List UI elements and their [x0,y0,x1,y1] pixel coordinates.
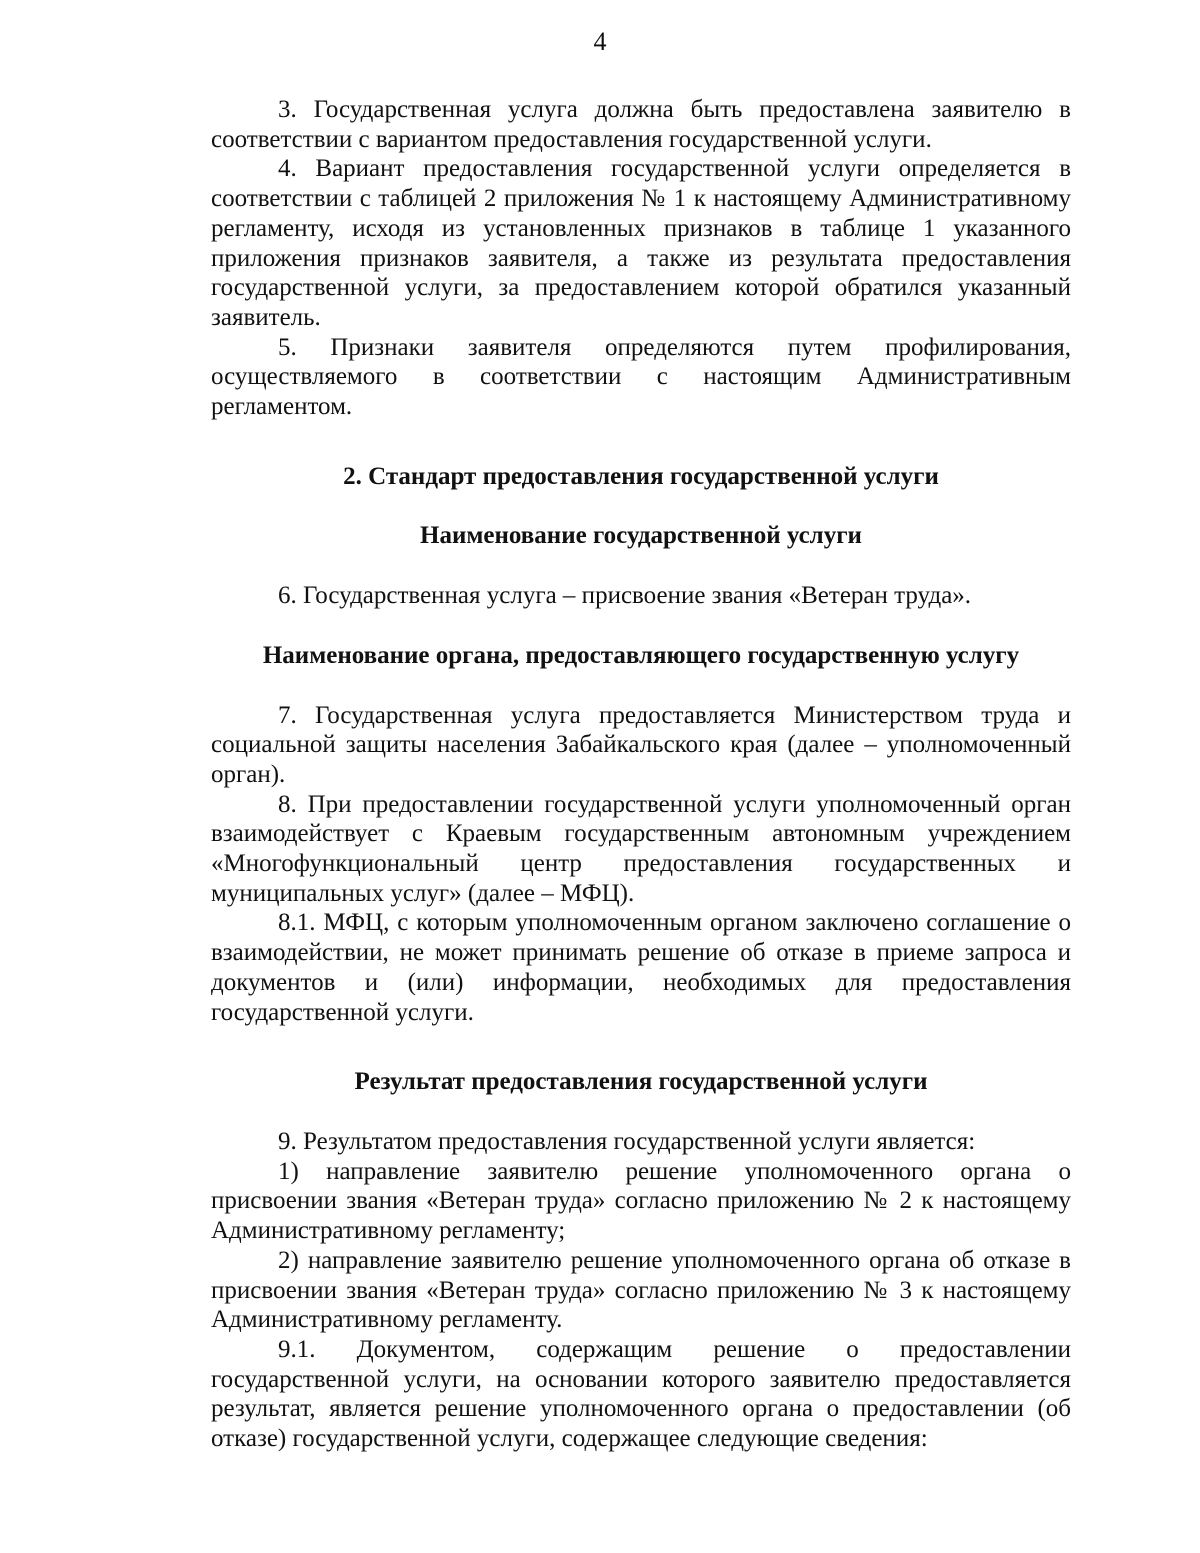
paragraph-8-1: 8.1. МФЦ, с которым уполномоченным органом заключено соглашение о взаимодействии, не может принимать решение об отказе в приеме запроса и документов и (или) информации, необходимых для предоставления государственной услуги. [211,909,1071,1026]
spacer [211,1097,1071,1127]
paragraph-5: 5. Признаки заявителя определяются путем профилирования, осуществляемого в соответствии с настоящим Административным регламентом. [211,333,1071,421]
paragraph-9-item-2: 2) направление заявителю решение уполномоченного органа об отказе в присвоении звания «Ветеран труда» согласно приложению № 3 к настоящему Административному регламенту. [211,1246,1071,1334]
heading-service-name: Наименование государственной услуги [420,522,862,550]
paragraph-9: 9. Результатом предоставления государственной услуги является: [278,1127,976,1155]
document-body [211,95,1071,1454]
paragraph-4: 4. Вариант предоставления государственной услуги определяется в соответствии с таблицей 2 приложения № 1 к настоящему Административному регламенту, исходя из установленных признаков в таблице 1 указанного приложения признаков заявителя, а также из результата предоставления государственной услуги, за предоставлением которой обратился указанный заявитель. [211,155,1071,331]
paragraph-3: 3. Государственная услуга должна быть предоставлена заявителю в соответствии с вариантом предоставления государственной услуги. [211,96,1071,153]
spacer [211,611,1071,641]
spacer [211,1027,1071,1067]
paragraph-8: 8. При предоставлении государственной услуги уполномоченный орган взаимодействует с Краевым государственным автономным учреждением «Многофункциональный центр предоставления государственных и муниципальных услуг» (далее – МФЦ). [211,790,1071,907]
spacer [211,671,1071,701]
page-number: 4 [593,27,607,56]
spacer [211,422,1071,462]
paragraph-9-1: 9.1. Документом, содержащим решение о предоставлении государственной услуги, на основании которого заявителю предоставляется результат, является решение уполномоченного органа о предоставлении (об отказе) государственной услуги, содержащее следующие сведения: [211,1335,1071,1453]
paragraph-7: 7. Государственная услуга предоставляется Министерством труда и социальной защиты населения Забайкальского края (далее – уполномоченный орган). [211,701,1071,788]
heading-organ: Наименование органа, предоставляющего государственную услугу [262,641,1020,669]
spacer [211,551,1071,581]
section-title: 2. Стандарт предоставления государственной услуги [343,462,939,490]
paragraph-9-item-1: 1) направление заявителю решение уполномоченного органа о присвоении звания «Ветеран труда» согласно приложению № 2 к настоящему Административному регламенту; [211,1157,1071,1245]
heading-result: Результат предоставления государственной услуги [354,1068,928,1096]
paragraph-6: 6. Государственная услуга – присвоение звания «Ветеран труда». [278,582,972,610]
spacer [211,491,1071,521]
